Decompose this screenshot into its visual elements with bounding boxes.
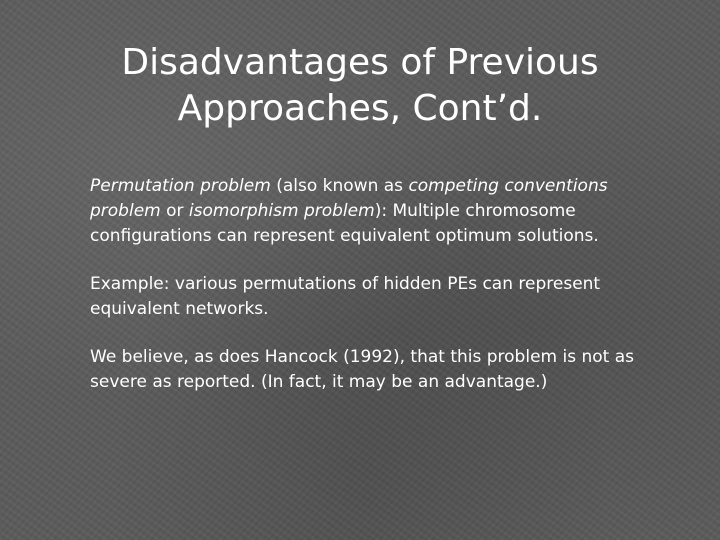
paragraph-text-3: ): Multiple chromosome configurations can represent equivalent optimum solutions. (90, 201, 599, 246)
term-competing-conventions: competing conventions problem (90, 176, 608, 221)
paragraph-belief: We believe, as does Hancock (1992), that this problem is not as severe as reported. (In fact, it may be an advantage.) (90, 347, 634, 392)
term-isomorphism-problem: isomorphism problem (188, 201, 375, 221)
paragraph-example: Example: various permutations of hidden PEs can represent equivalent networks. (90, 274, 601, 319)
slide-body (90, 174, 680, 418)
slide-title-line-2: Approaches, Cont’d. (177, 88, 543, 129)
slide-title (60, 40, 660, 132)
slide-title-line-1: Disadvantages of Previous (121, 42, 599, 83)
paragraph-permutation-problem (90, 174, 680, 249)
paragraph-text-1: (also known as (270, 176, 409, 196)
term-permutation-problem: Permutation problem (90, 176, 271, 196)
paragraph-text-2: or (160, 201, 189, 221)
